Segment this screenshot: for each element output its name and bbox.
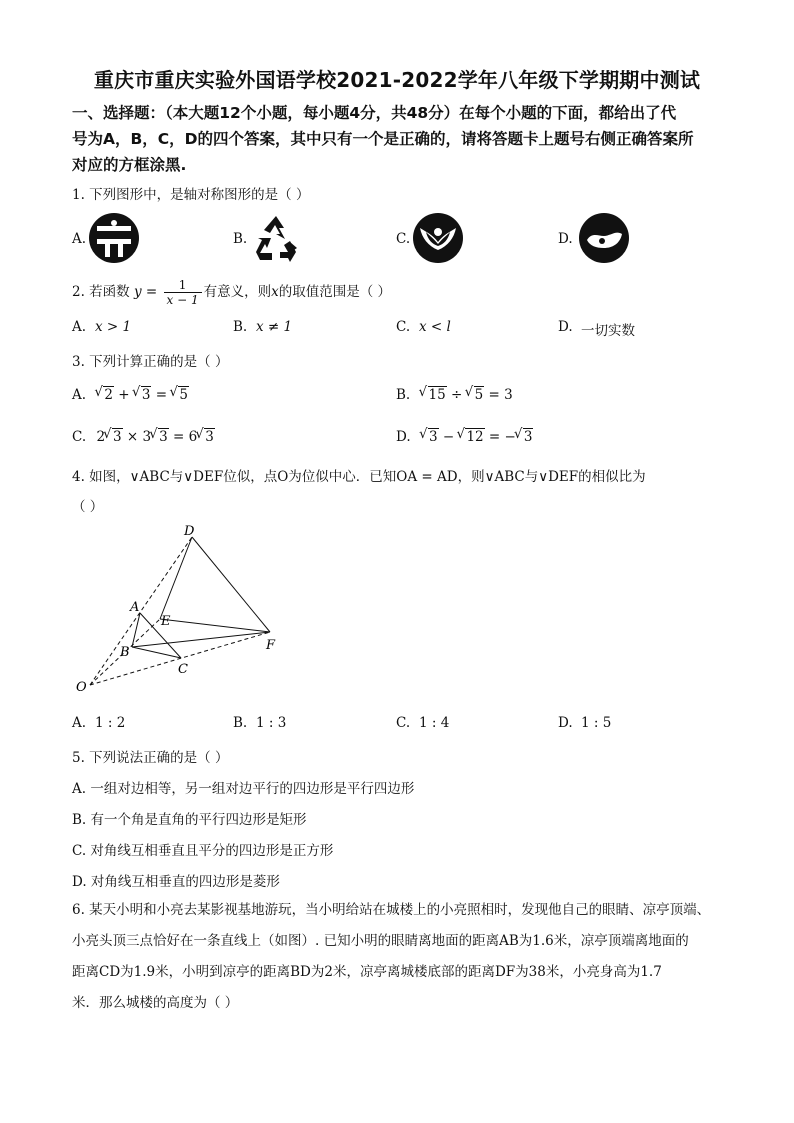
q3-option-a [72, 386, 189, 403]
q6-line-1: 6. 某天小明和小亮去某影视基地游玩，当小明给站在城楼上的小亮照相时，发现他自己的眼睛、凉亭顶端、 [72, 902, 711, 918]
equals: = 3 [484, 387, 513, 403]
q2-fraction [164, 278, 202, 307]
q6-line-3: 距离CD为1.9米，小明到凉亭的距离BD为2米，凉亭离城楼底部的距离DF为38米，小亮身高为1.7 [72, 964, 662, 980]
q5-option-a: A. 一组对边相等，另一组对边平行的四边形是平行四边形 [72, 781, 415, 797]
q4-option-c-text: 1 : 4 [419, 715, 450, 731]
ray-od [90, 537, 192, 685]
q1-option-d-label: D. [558, 231, 573, 247]
q6-line-2: 小亮头顶三点恰好在一条直线上（如图）. 已知小明的眼睛离地面的距离AB为1.6米，凉亭顶端离地面的 [72, 933, 689, 949]
q2-tail-text: 的取值范围是（ ） [278, 284, 392, 300]
segment-df [192, 537, 270, 632]
q2-fraction-numerator: 1 [164, 278, 202, 293]
page-title: 重庆市重庆实验外国语学校2021-2022学年八年级下学期期中测试 [93, 68, 701, 92]
q3-option-b-label: B. [396, 387, 411, 403]
sqrt: √ 3 [204, 428, 215, 445]
segment-bf [132, 632, 270, 647]
q4-option-d-text: 1 : 5 [581, 715, 612, 731]
sqrt: √ 5 [474, 386, 485, 403]
q2-number: 2. 若函数 [72, 284, 130, 300]
point-label-e: E [161, 614, 171, 629]
equals: = [151, 387, 172, 403]
ray-of [90, 632, 270, 685]
q5-option-d: D. 对角线互相垂直的四边形是菱形 [72, 874, 280, 890]
q2-option-a-label: A. [72, 319, 87, 335]
point-label-f: F [266, 638, 276, 653]
operator: + [113, 387, 134, 403]
sqrt: √ 12 [465, 428, 484, 445]
q2-option-b-label: B. [233, 319, 248, 335]
q2-var: x [271, 284, 279, 300]
point-label-o: O [76, 680, 87, 695]
q1-option-b-label: B. [233, 231, 248, 247]
q1-option-a-label: A. [72, 231, 87, 247]
sqrt: √ 3 [112, 428, 123, 445]
q2-option-d-label: D. [558, 319, 573, 335]
sqrt: √ 2 [103, 386, 114, 403]
q3-option-a-label: A. [72, 387, 87, 403]
q2-middle-text: 有意义，则 [203, 284, 272, 300]
leaf-emblem-icon [412, 212, 464, 264]
q4-option-b-text: 1 : 3 [256, 715, 287, 731]
sqrt: √ 5 [178, 386, 189, 403]
q3-option-c [72, 428, 215, 445]
operator: ÷ [446, 387, 467, 403]
sqrt: √ 3 [523, 428, 534, 445]
section-line-2: 号为A，B，C，D的四个答案，其中只有一个是正确的，请将答题卡上题号右侧正确答案所 [72, 130, 694, 148]
question-5-stem: 5. 下列说法正确的是（ ） [72, 750, 229, 766]
sqrt: √ 3 [141, 386, 152, 403]
segment-de [160, 537, 192, 619]
point-label-a: A [130, 600, 140, 615]
point-label-d: D [184, 525, 195, 539]
point-label-b: B [120, 645, 130, 660]
q3-option-d [396, 428, 533, 445]
recycle-icon [250, 212, 302, 264]
operator: − [438, 429, 459, 445]
q3-option-c-label: C. [72, 429, 87, 445]
point-label-c: C [178, 662, 188, 677]
q1-option-c-label: C. [396, 231, 411, 247]
sqrt: √ 3 [428, 428, 439, 445]
q2-y: y = [133, 284, 158, 300]
segment-bc [132, 647, 181, 658]
q4-option-a-text: 1 : 2 [95, 715, 126, 731]
equals: = 6 [168, 429, 198, 445]
sqrt: √ 3 [158, 428, 169, 445]
q4-option-b-label: B. [233, 715, 248, 731]
similar-triangles-figure [70, 525, 290, 695]
q4-option-d-label: D. [558, 715, 573, 731]
q5-option-b: B. 有一个角是直角的平行四边形是矩形 [72, 812, 307, 828]
symmetric-emblem-icon [88, 212, 140, 264]
q2-fraction-denominator: x − 1 [166, 293, 199, 307]
q4-option-a-label: A. [72, 715, 87, 731]
q5-option-c: C. 对角线互相垂直且平分的四边形是正方形 [72, 843, 334, 859]
question-4-paren: （ ） [72, 499, 104, 515]
section-line-1: 一、选择题：（本大题12个小题，每小题4分，共48分）在每个小题的下面，都给出了代 [72, 104, 677, 122]
q2-option-c-text: x < l [419, 319, 451, 335]
q2-option-c-label: C. [396, 319, 411, 335]
question-3-stem: 3. 下列计算正确的是（ ） [72, 354, 229, 370]
q2-option-d-text: 一切实数 [581, 323, 635, 339]
question-4-stem: 4. 如图，∨ABC与∨DEF位似，点O为位似中心．已知OA = AD，则∨ABC与∨DEF的相似比为 [72, 469, 646, 485]
q4-option-c-label: C. [396, 715, 411, 731]
coefficient: 2 [96, 429, 106, 445]
q2-option-b-text: x ≠ 1 [256, 319, 293, 335]
question-2-stem [72, 276, 391, 308]
equals: = − [484, 429, 516, 445]
question-1-stem: 1. 下列图形中，是轴对称图形的是（ ） [72, 187, 310, 203]
sqrt: √ 15 [428, 386, 447, 403]
q3-option-d-label: D. [396, 429, 411, 445]
section-header [72, 100, 727, 178]
wave-emblem-icon [578, 212, 630, 264]
operator: × 3 [122, 429, 152, 445]
q3-option-b [396, 386, 513, 403]
q2-option-a-text: x > 1 [95, 319, 132, 335]
section-line-3: 对应的方框涂黑. [72, 156, 187, 174]
segment-ef [160, 619, 270, 632]
q6-line-4: 米．那么城楼的高度为（ ） [72, 995, 239, 1011]
question-6-text [72, 895, 727, 1019]
